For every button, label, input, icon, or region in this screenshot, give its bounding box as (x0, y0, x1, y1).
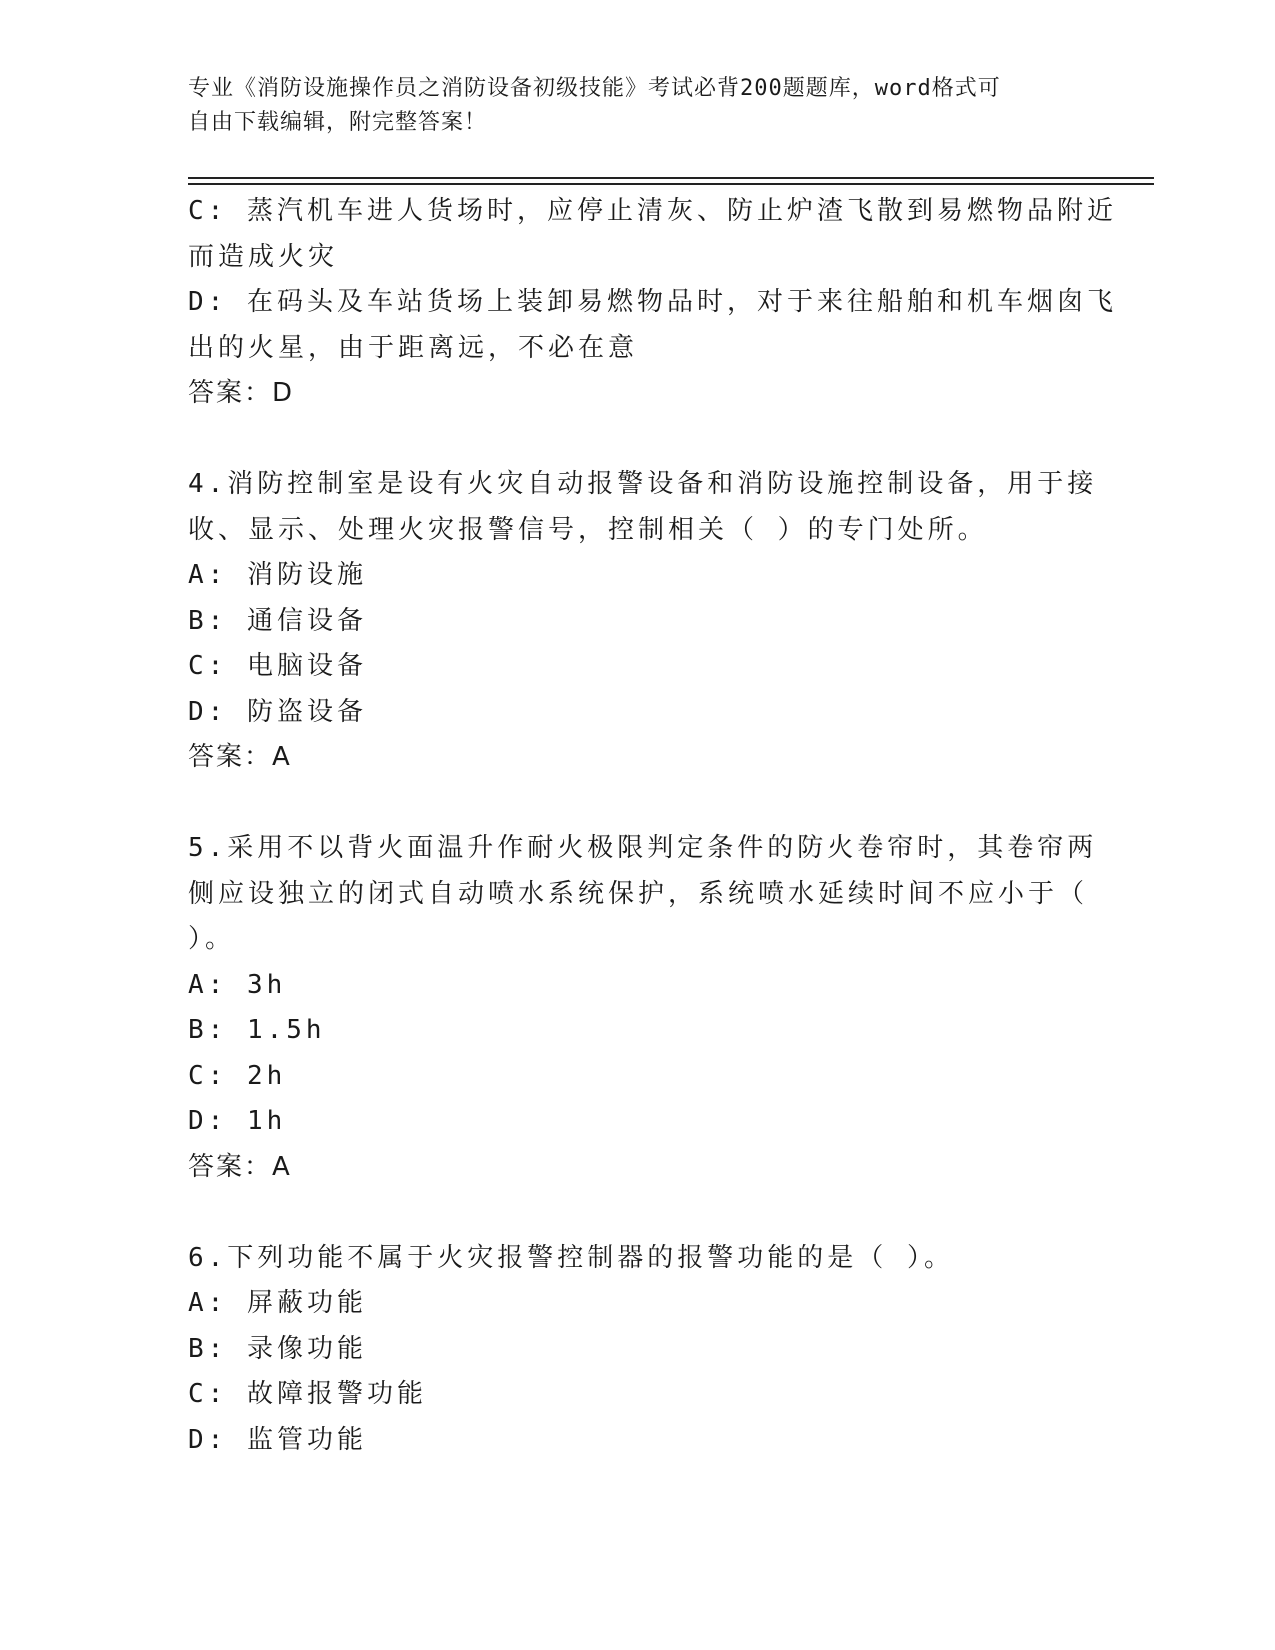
option-d-line-2: 出的火星，由于距离远，不必在意 (188, 332, 639, 363)
option-b: B: 1.5h (188, 1015, 326, 1045)
question-3-continued (188, 189, 1117, 417)
option-d: D: 防盗设备 (188, 696, 367, 727)
question-stem-line: 6.下列功能不属于火灾报警控制器的报警功能的是（ ）。 (188, 1242, 954, 1273)
question-5 (188, 826, 1098, 1190)
question-4 (188, 462, 1098, 781)
spacer (188, 417, 1088, 463)
question-stem-line: 侧应设独立的闭式自动喷水系统保护，系统喷水延续时间不应小于（ (188, 878, 1089, 909)
option-b: B: 录像功能 (188, 1333, 367, 1364)
option-d: D: 1h (188, 1106, 287, 1136)
answer-label: 答案：A (188, 742, 292, 772)
option-c: C: 故障报警功能 (188, 1379, 427, 1409)
question-content (188, 189, 1117, 1463)
question-stem-line: 收、显示、处理火灾报警信号，控制相关（ ）的专门处所。 (188, 514, 988, 545)
header-line-2: 自由下载编辑，附完整答案！ (188, 110, 488, 135)
option-c-line-1: C: 蒸汽机车进人货场时，应停止清灰、防止炉渣飞散到易燃物品附近 (188, 196, 1117, 226)
option-d-line-1: D: 在码头及车站货场上装卸易燃物品时，对于来往船舶和机车烟囱飞 (188, 287, 1117, 317)
question-stem-line: 4.消防控制室是设有火灾自动报警设备和消防设施控制设备，用于接 (188, 469, 1098, 499)
answer-label: 答案：A (188, 1151, 292, 1182)
header-line-1: 专业《消防设施操作员之消防设备初级技能》考试必背200题题库，word格式可 (188, 76, 1001, 101)
spacer (188, 1190, 1088, 1236)
option-a: A: 消防设施 (188, 560, 367, 590)
answer-label: 答案：D (188, 378, 295, 408)
question-stem-line: 5.采用不以背火面温升作耐火极限判定条件的防火卷帘时，其卷帘两 (188, 833, 1098, 863)
option-c: C: 2h (188, 1060, 287, 1091)
spacer (188, 781, 1088, 827)
header-divider-top (188, 177, 1154, 179)
option-a: A: 屏蔽功能 (188, 1288, 367, 1318)
question-stem-line: ）。 (188, 924, 236, 954)
document-header (188, 72, 1068, 140)
option-a: A: 3h (188, 969, 287, 1000)
option-c: C: 电脑设备 (188, 651, 367, 681)
option-d: D: 监管功能 (188, 1424, 367, 1455)
question-6 (188, 1236, 1088, 1464)
header-divider-bottom (188, 183, 1154, 185)
option-c-line-2: 而造成火灾 (188, 241, 339, 272)
option-b: B: 通信设备 (188, 605, 367, 636)
